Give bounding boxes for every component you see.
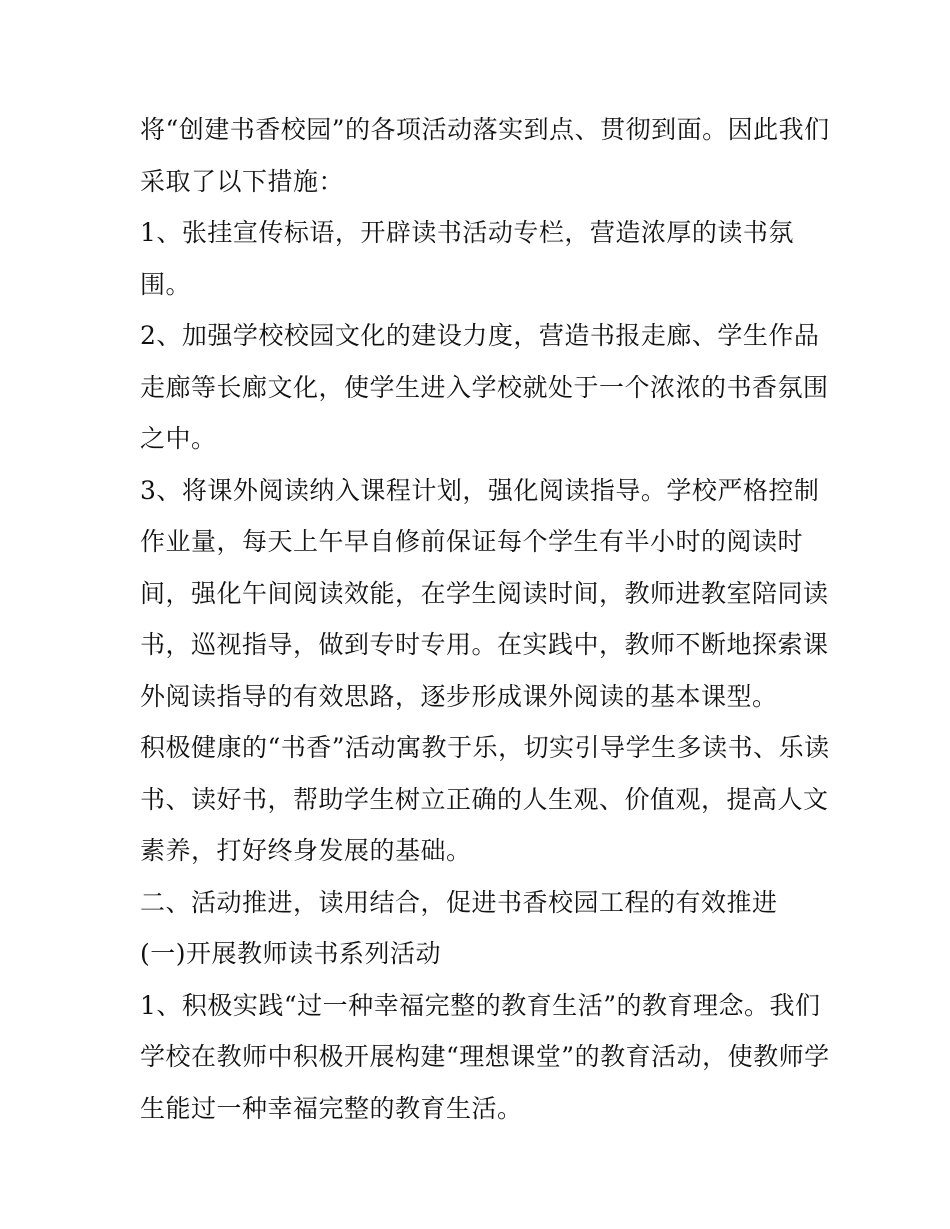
text-line: 围。: [140, 269, 192, 299]
text-line: 外阅读指导的有效思路，逐步形成课外阅读的基本课型。: [140, 681, 778, 711]
text-line: 积极健康的“书香”活动寓教于乐，切实引导学生多读书、乐读: [140, 733, 830, 762]
text-line: 素养，打好终身发展的基础。: [140, 836, 472, 865]
text-line: 3、将课外阅读纳入课程计划，强化阅读指导。学校严格控制: [140, 475, 820, 505]
subsection-heading: (一)开展教师读书系列活动: [140, 939, 442, 968]
text-line: 1、积极实践“过一种幸福完整的教育生活”的教育理念。我们: [140, 990, 821, 1020]
text-line: 书、读好书，帮助学生树立正确的人生观、价值观，提高人文: [140, 784, 829, 814]
text-line: 2、加强学校校园文化的建设力度，营造书报走廊、学生作品: [140, 321, 820, 350]
text-line: 学校在教师中积极开展构建“理想课堂”的教育活动，使教师学: [140, 1042, 830, 1071]
text-line: 将“创建书香校园”的各项活动落实到点、贯彻到面。因此我们: [140, 115, 830, 144]
text-line: 书，巡视指导，做到专时专用。在实践中，教师不断地探索课: [140, 630, 829, 659]
text-line: 作业量，每天上午早自修前保证每个学生有半小时的阅读时: [140, 527, 804, 556]
text-line: 生能过一种幸福完整的教育生活。: [140, 1093, 523, 1123]
section-heading: 二、活动推进，读用结合，促进书香校园工程的有效推进: [140, 887, 778, 917]
text-line: 走廊等长廊文化，使学生进入学校就处于一个浓浓的书香氛围: [140, 372, 829, 402]
text-line: 之中。: [140, 424, 217, 453]
text-line: 1、张挂宣传标语，开辟读书活动专栏，营造浓厚的读书氛: [140, 218, 794, 247]
document-body: [140, 104, 830, 1134]
text-line: 采取了以下措施：: [140, 166, 345, 196]
text-line: 间，强化午间阅读效能，在学生阅读时间，教师进教室陪同读: [140, 578, 829, 608]
